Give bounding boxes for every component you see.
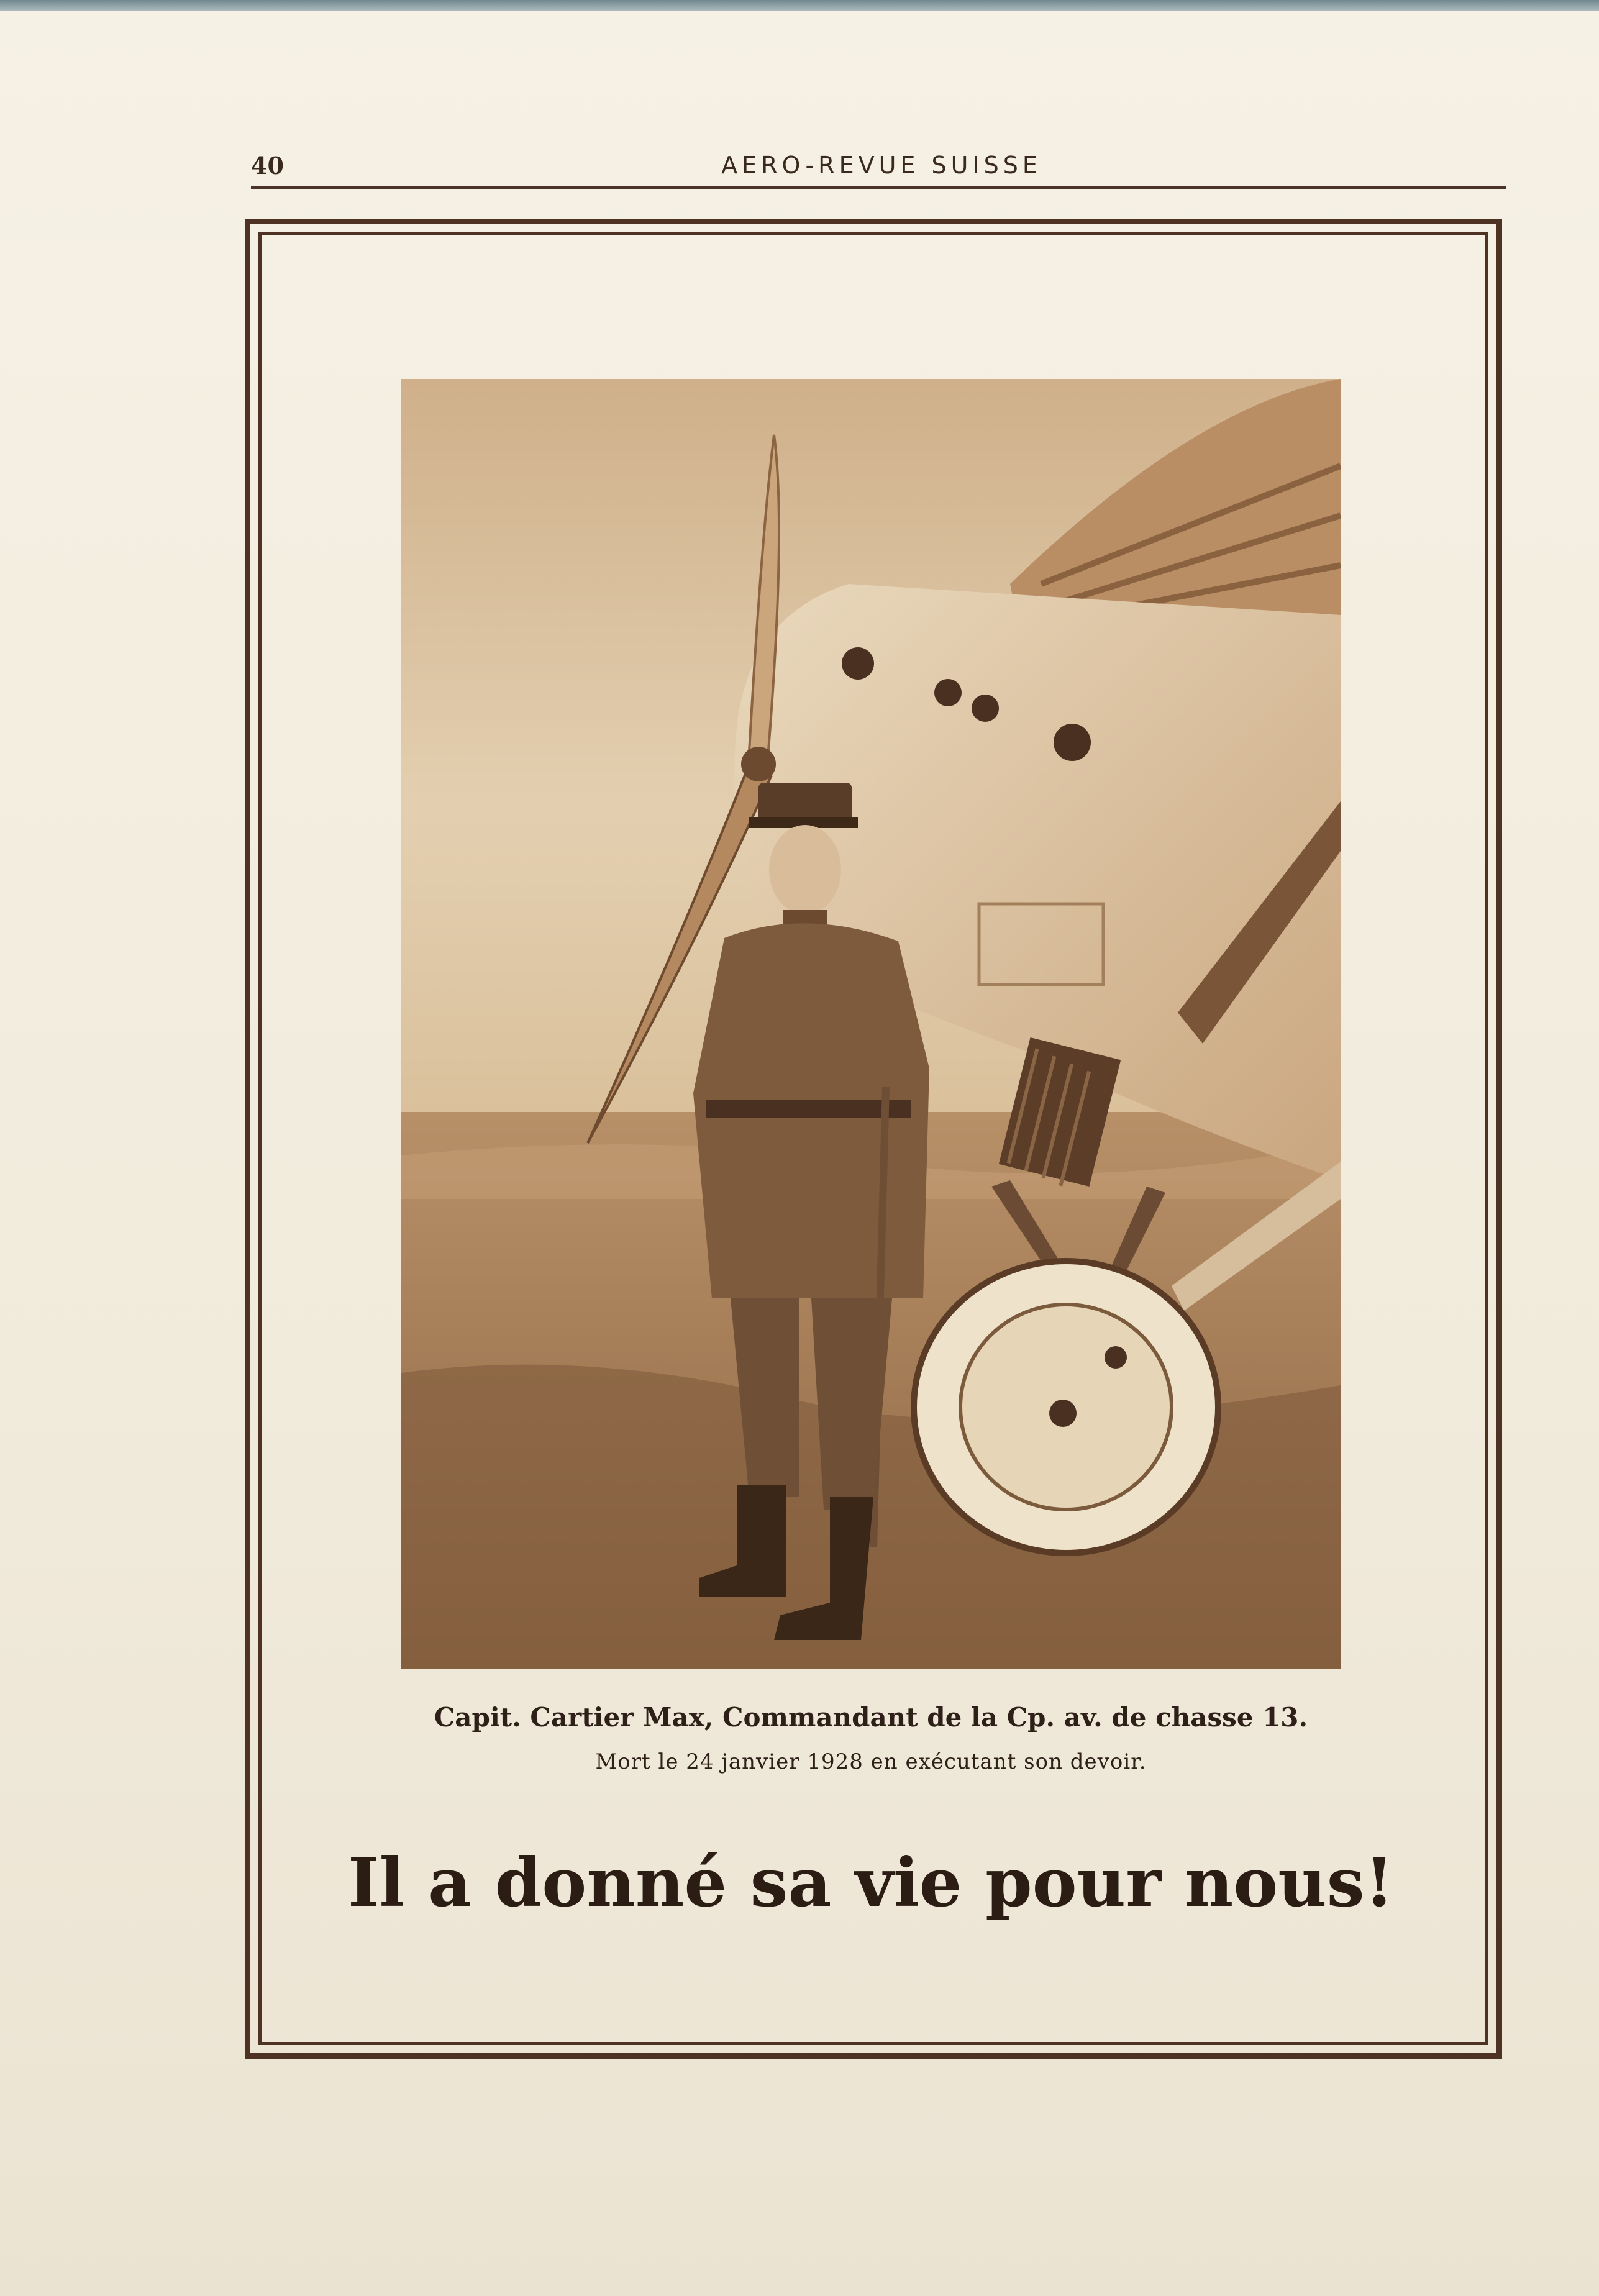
photo-caption-title: Capit. Cartier Max, Commandant de la Cp. av. de chasse 13. — [434, 1702, 1308, 1733]
photo-illustration — [401, 379, 1341, 1669]
photo-caption-subtitle: Mort le 24 janvier 1928 en exécutant son devoir. — [595, 1749, 1147, 1774]
page-number: 40 — [251, 152, 284, 180]
header-rule — [251, 186, 1506, 189]
page-top-edge — [0, 0, 1599, 11]
memorial-photograph — [401, 379, 1341, 1669]
journal-title: AERO-REVUE SUISSE — [721, 152, 1042, 179]
memorial-headline: Il a donné sa vie pour nous! — [348, 1844, 1394, 1922]
running-header — [251, 149, 1506, 186]
